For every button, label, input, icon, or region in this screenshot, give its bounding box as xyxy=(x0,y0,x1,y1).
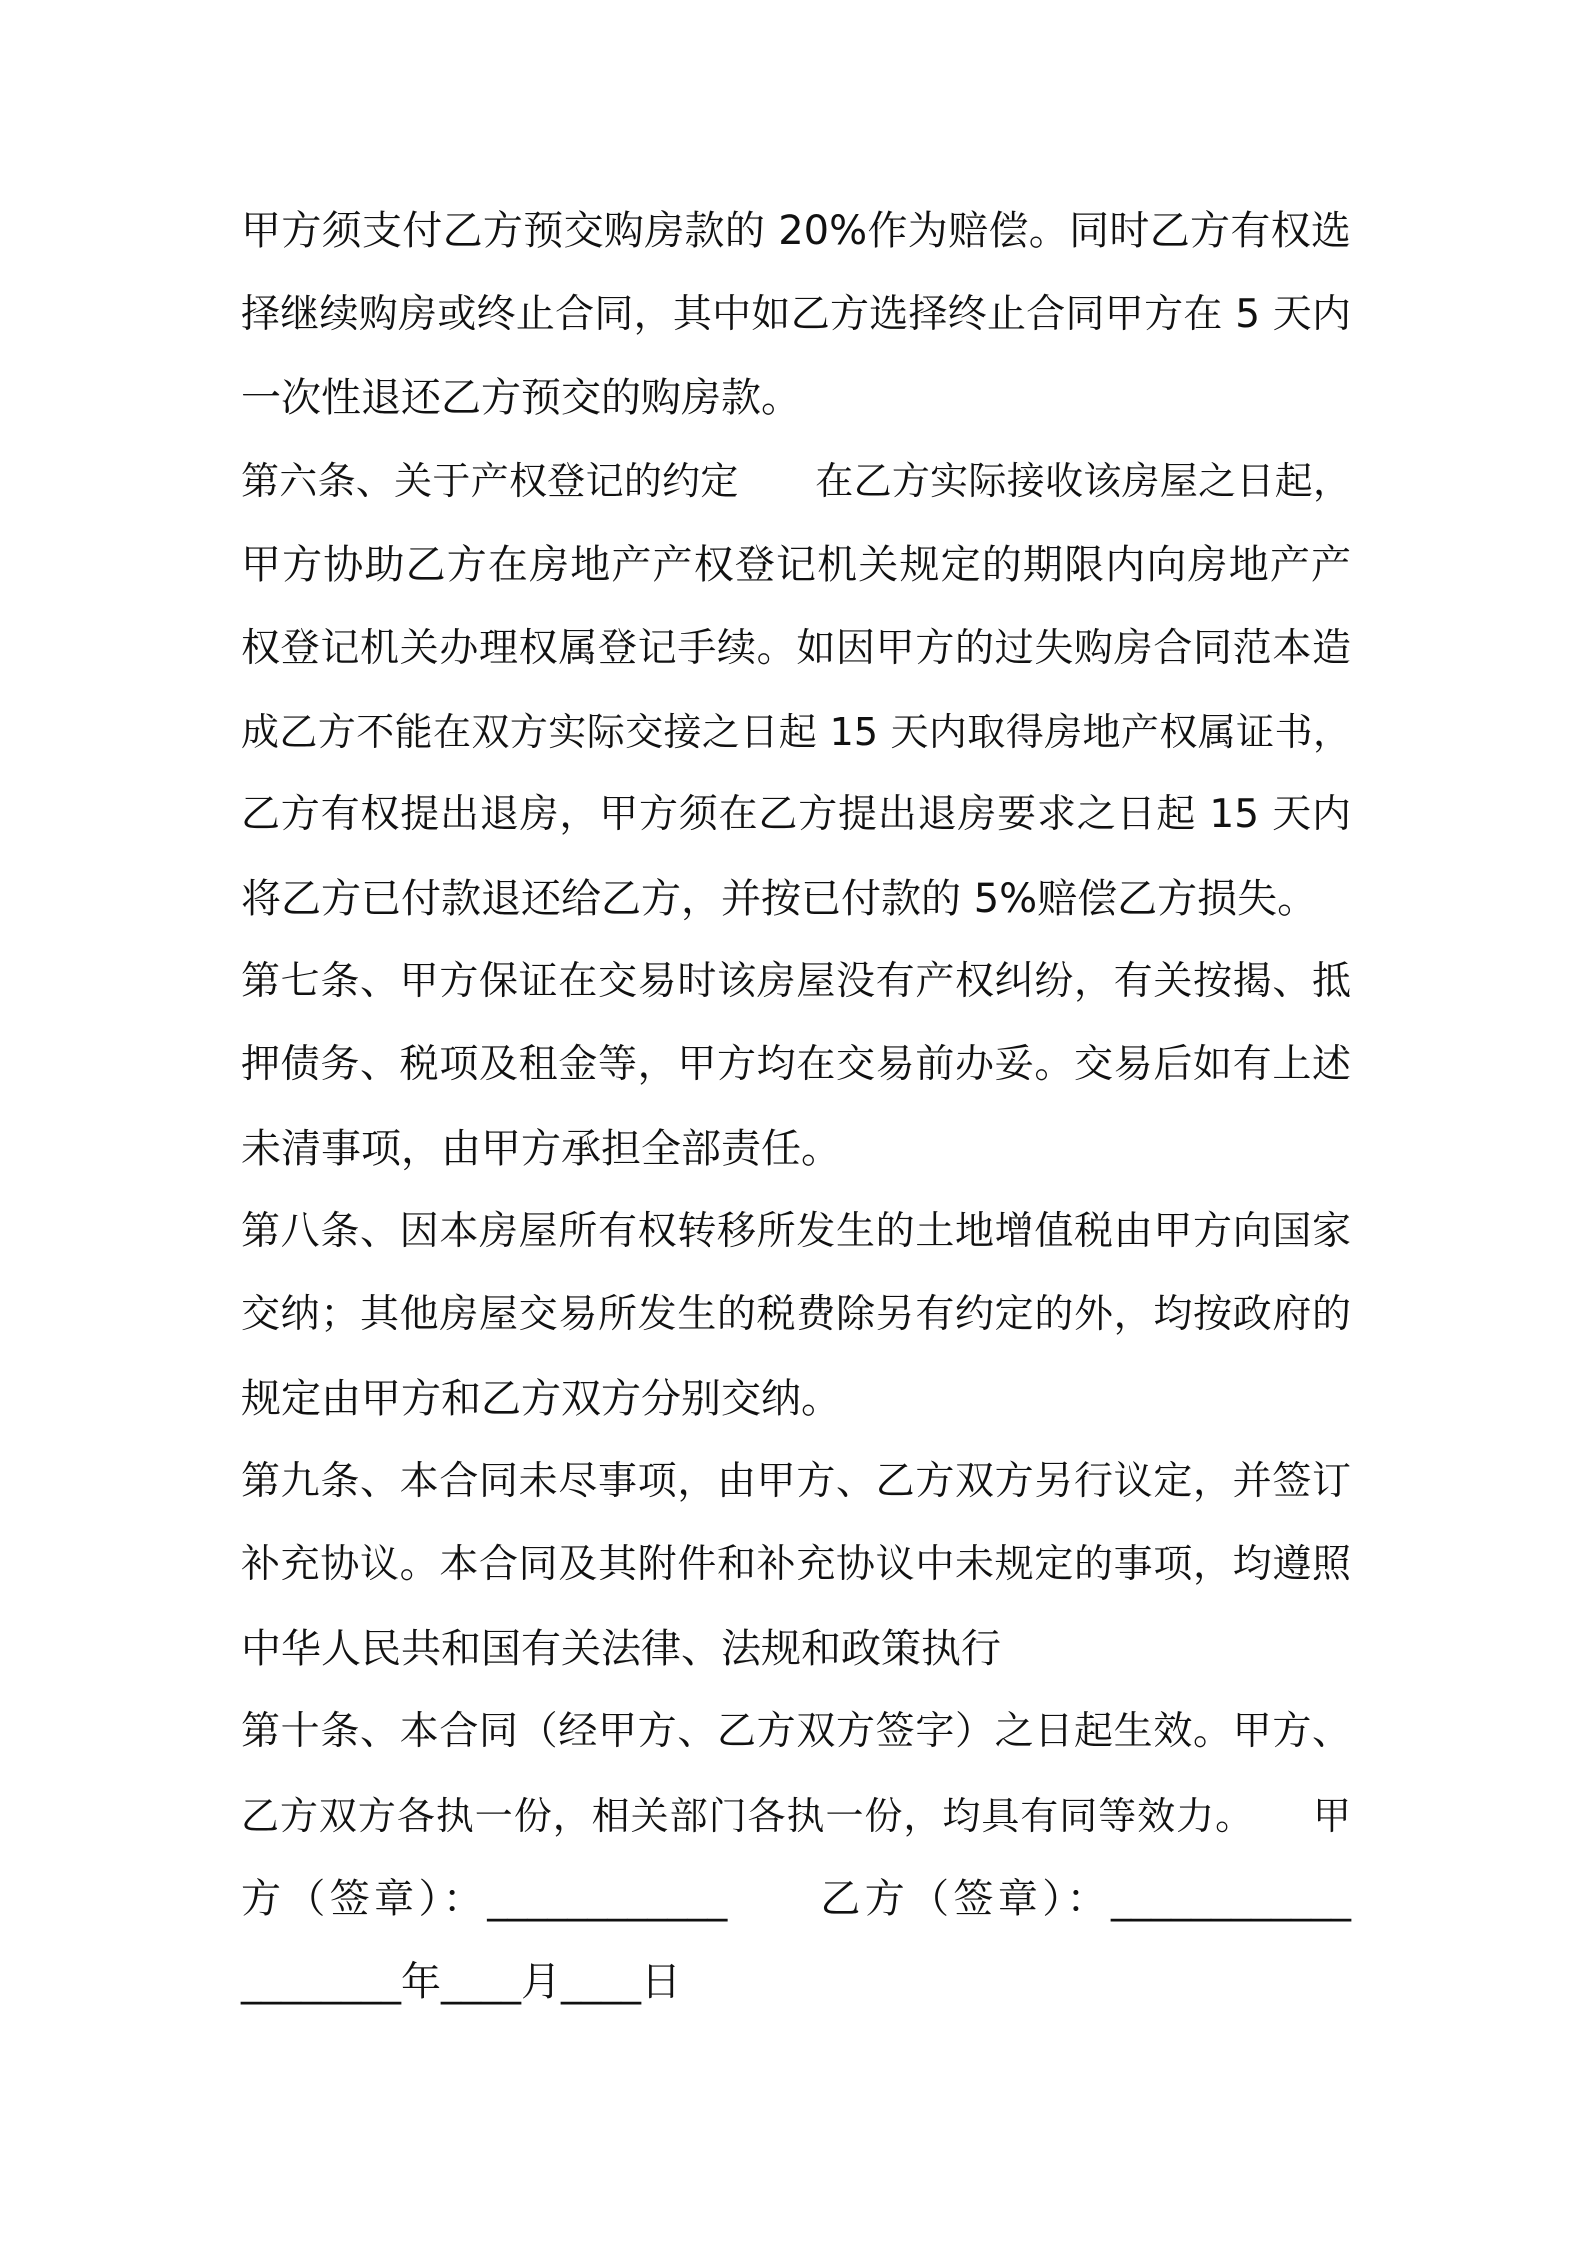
date-line: ________年____月____日 xyxy=(241,1959,681,2005)
text-line: 中华人民共和国有关法律、法规和政策执行 xyxy=(241,1626,1001,1672)
text-line: 将乙方已付款退还给乙方，并按已付款的 5%赔偿乙方损失。 xyxy=(241,876,1318,922)
text-line: 权登记机关办理权属登记手续。如因甲方的过失购房合同范本造 xyxy=(241,626,1351,671)
text-line: 乙方双方各执一份，相关部门各执一份，均具有同等效力。 甲 xyxy=(241,1794,1351,1838)
text-line: 第十条、本合同（经甲方、乙方双方签字）之日起生效。甲方、 xyxy=(241,1709,1351,1754)
text-line: 补充协议。本合同及其附件和补充协议中未规定的事项，均遵照 xyxy=(241,1542,1351,1587)
text-line: 交纳；其他房屋交易所发生的税费除另有约定的外，均按政府的 xyxy=(241,1292,1351,1337)
text-line: 押债务、税项及租金等，甲方均在交易前办妥。交易后如有上述 xyxy=(241,1042,1351,1087)
signature-line: 方（签章）：____________ 乙方（签章）：____________ xyxy=(241,1876,1351,1922)
text-line: 第九条、本合同未尽事项，由甲方、乙方双方另行议定，并签订 xyxy=(241,1459,1351,1504)
text-line: 第六条、关于产权登记的约定 在乙方实际接收该房屋之日起， xyxy=(241,459,1351,503)
text-line: 乙方有权提出退房，甲方须在乙方提出退房要求之日起 15 天内 xyxy=(241,792,1351,837)
text-line: 成乙方不能在双方实际交接之日起 15 天内取得房地产权属证书， xyxy=(241,710,1351,754)
text-line: 甲方协助乙方在房地产产权登记机关规定的期限内向房地产产 xyxy=(241,542,1351,588)
text-line: 第七条、甲方保证在交易时该房屋没有产权纠纷，有关按揭、抵 xyxy=(241,959,1351,1004)
text-line: 甲方须支付乙方预交购房款的 20%作为赔偿。同时乙方有权选 xyxy=(241,208,1351,254)
text-line: 未清事项，由甲方承担全部责任。 xyxy=(241,1126,841,1172)
text-line: 择继续购房或终止合同，其中如乙方选择终止合同甲方在 5 天内 xyxy=(241,292,1351,337)
text-line: 规定由甲方和乙方双方分别交纳。 xyxy=(241,1376,841,1422)
text-line: 第八条、因本房屋所有权转移所发生的土地增值税由甲方向国家 xyxy=(241,1209,1351,1254)
text-line: 一次性退还乙方预交的购房款。 xyxy=(241,375,801,421)
